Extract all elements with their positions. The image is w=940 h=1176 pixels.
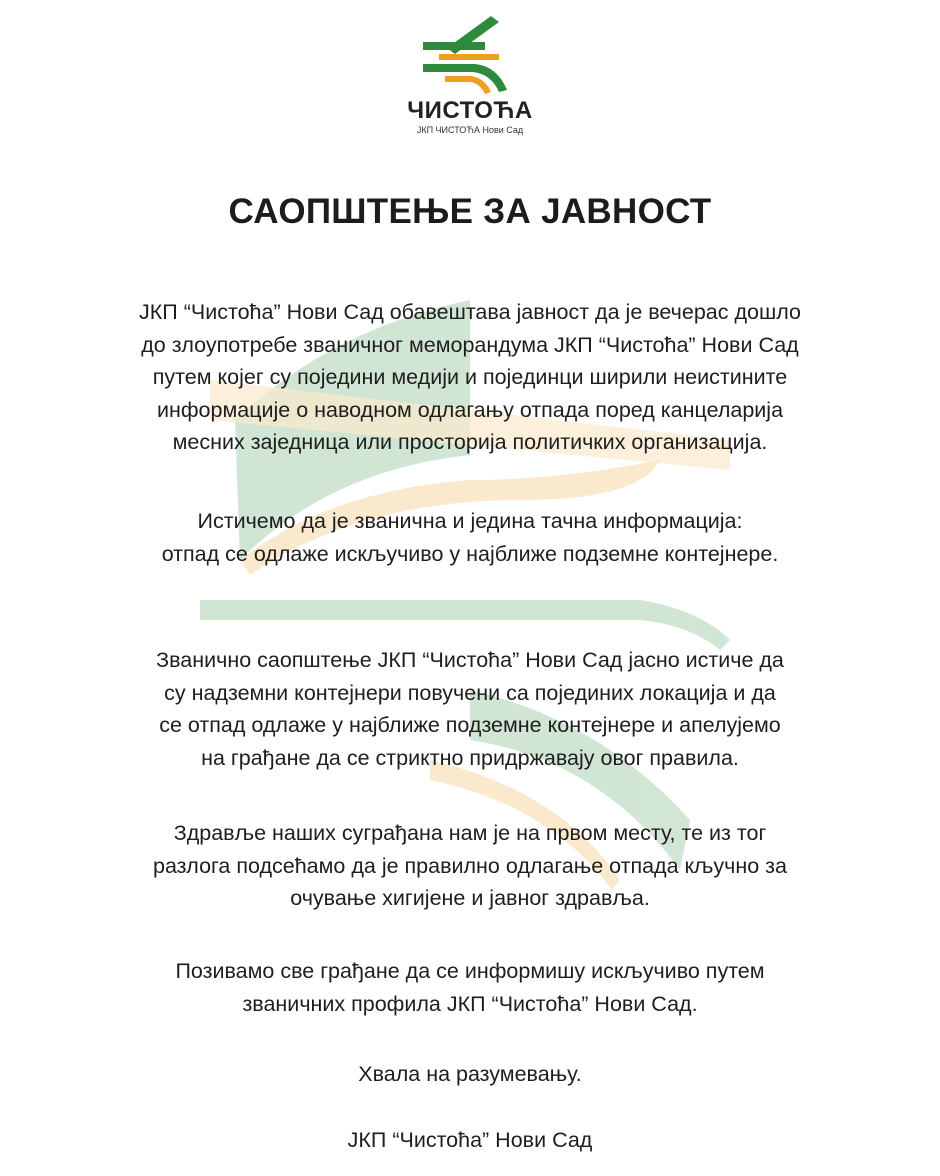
logo-block bbox=[330, 12, 610, 136]
brand-name: ЧИСТОЋА bbox=[407, 97, 533, 124]
paragraph-4 bbox=[40, 817, 900, 915]
text-line: ЈКП “Чистоћа” Нови Сад обавештава јавност да је вечерас дошло bbox=[139, 300, 801, 324]
text-line: отпад се одлаже искључиво у најближе подземне контејнере. bbox=[161, 541, 779, 566]
text-line: су надземни контејнери повучени са појединих локација и да bbox=[164, 680, 776, 705]
closing-thanks bbox=[40, 1058, 900, 1091]
text-line: Позивамо све грађане да се информишу искључиво путем bbox=[175, 959, 765, 983]
page-title: САОПШТЕЊЕ ЗА ЈАВНОСТ bbox=[228, 192, 712, 231]
paragraph-1 bbox=[40, 296, 900, 459]
text-line: месних заједница или просторија политичких организација. bbox=[172, 430, 768, 455]
text-line: разлога подсећамо да је правилно одлагање отпада кључно за bbox=[153, 853, 787, 878]
chistoca-logo-icon bbox=[415, 12, 525, 98]
signature bbox=[40, 1124, 900, 1157]
text-line: путем којег су поједини медији и појединци ширили неистините bbox=[152, 365, 788, 390]
text-line: ЈКП “Чистоћа” Нови Сад bbox=[347, 1128, 593, 1152]
paragraph-3 bbox=[40, 644, 900, 774]
text-line: Истичемо да је званична и једина тачна информација: bbox=[197, 509, 743, 533]
text-line: до злоупотребе званичног меморандума ЈКП “Чистоћа” Нови Сад bbox=[141, 332, 799, 357]
text-line: Здравље наших суграђана нам је на првом месту, те из тог bbox=[173, 821, 767, 845]
text-line: се отпад одлаже у најближе подземне контејнере и апелујемо bbox=[159, 713, 781, 738]
paragraph-5 bbox=[40, 955, 900, 1020]
text-line: информације о наводном одлагању отпада поред канцеларија bbox=[156, 397, 784, 422]
brand-subtitle: ЈКП ЧИСТОЋА Нови Сад bbox=[416, 125, 524, 135]
text-line: Званично саопштење ЈКП “Чистоћа” Нови Сад јасно истиче да bbox=[156, 648, 784, 672]
text-line: Хвала на разумевању. bbox=[358, 1062, 582, 1086]
paragraph-2 bbox=[40, 505, 900, 570]
text-line: очување хигијене и јавног здравља. bbox=[290, 886, 650, 911]
text-line: званичних профила ЈКП “Чистоћа” Нови Сад. bbox=[242, 991, 698, 1016]
text-line: на грађане да се стриктно придржавају овог правила. bbox=[201, 745, 739, 770]
